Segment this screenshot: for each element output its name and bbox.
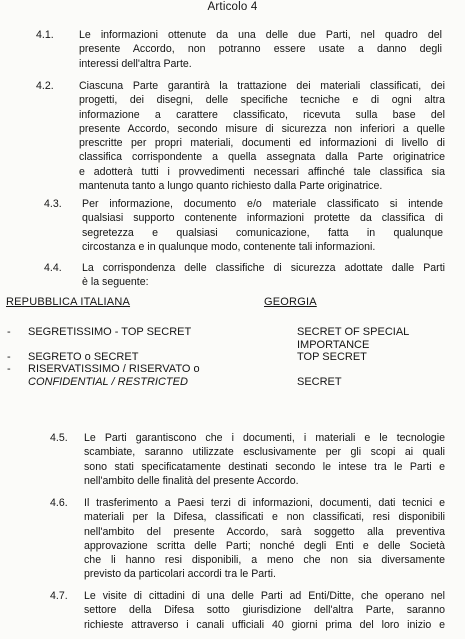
- italy-level: SEGRETO o SECRET: [28, 351, 139, 363]
- paragraph-number: 4.1.: [36, 29, 54, 41]
- text-line: Il trasferimento a Paesi terzi di informazioni, documenti, dati tecnici e: [84, 497, 445, 509]
- text-line: Le visite di cittadini di una delle Parti ad Enti/Ditte, che operano nel: [84, 590, 445, 602]
- paragraph-text: [79, 79, 445, 193]
- text-line: sono stati specificatamente destinati secondo le intese tra le Parti e: [84, 460, 445, 473]
- paragraph-number: 4.3.: [44, 198, 62, 210]
- georgia-level: SECRET: [297, 376, 342, 388]
- paragraph-number: 4.2.: [36, 80, 54, 92]
- text-line: che li hanno resi disponibili, a meno che non sia diversamente: [84, 554, 445, 567]
- row-dash: -: [7, 351, 11, 363]
- text-line: settore della Difesa sotto giurisdizione dell'altra Parte, saranno: [84, 604, 445, 617]
- paragraph-text: [79, 28, 442, 71]
- text-line: segretezza e qualsiasi comunicazione, fatta in qualunque: [82, 226, 443, 239]
- text-line: classifica corrispondente a quella assegnata dalla Parte originatrice: [79, 151, 445, 164]
- text-line: scambiate, saranno utilizzate esclusivamente per gli scopi ai quali: [84, 446, 445, 459]
- paragraph-text: [84, 589, 445, 632]
- italy-level: RISERVATISSIMO / RISERVATO o: [28, 363, 200, 375]
- text-line: Le Parti garantiscono che i documenti, i materiali e le tecnologie: [84, 432, 445, 444]
- paragraph-number: 4.7.: [50, 590, 68, 602]
- column-header-italy: REPUBBLICA ITALIANA: [6, 296, 131, 308]
- article-title: Articolo 4: [207, 1, 258, 13]
- text-line: Ciascuna Parte garantirà la trattazione dei materiali classificati, dei: [79, 80, 445, 92]
- georgia-level: TOP SECRET: [297, 351, 367, 363]
- italy-level: SEGRETISSIMO - TOP SECRET: [28, 326, 192, 338]
- text-line: e adotterà tutti i provvedimenti necessari affinché tale classifica sia: [79, 165, 445, 178]
- text-line: informazione a carattere classificato, ricevuta sulla base del: [79, 108, 445, 121]
- paragraph-text: [84, 431, 445, 488]
- paragraph-text: [82, 197, 443, 254]
- text-line: qualsiasi supporto contenente informazioni protette da classifica di: [82, 212, 443, 225]
- text-line: progetti, dei disegni, delle specifiche tecniche e di ogni altra: [79, 94, 445, 107]
- georgia-level: SECRET OF SPECIAL: [297, 326, 410, 338]
- text-line: circostanza e in qualunque modo, contenente tali informazioni.: [82, 240, 376, 253]
- row-dash: -: [7, 326, 11, 338]
- text-line: mantenuta tanto a lungo quanto richiesto dalla Parte originatrice.: [79, 180, 383, 193]
- text-line: presente Accordo, non potranno essere usate a danno degli: [79, 43, 442, 56]
- text-line: prescritte per propri materiali, documenti ed informazioni di livello di: [79, 137, 445, 150]
- column-header-georgia: GEORGIA: [264, 296, 317, 308]
- text-line: materiali per la Difesa, classificati e non classificati, resi disponibili: [84, 511, 445, 524]
- text-line: Per informazione, documento e/o materiale classificato si intende: [82, 198, 443, 210]
- text-line: nell'ambito delle finalità del presente Accordo.: [84, 474, 299, 487]
- text-line: presente Accordo, secondo misure di sicurezza non inferiori a quelle: [79, 122, 445, 135]
- text-line: Le informazioni ottenute da una delle due Parti, nel quadro del: [79, 29, 442, 41]
- text-line: richieste attraverso i canali ufficiali 40 giorni prima del loro inizio e: [84, 618, 445, 631]
- paragraph-number: 4.4.: [44, 262, 62, 274]
- paragraph-text: [82, 261, 445, 290]
- text-line: previsto da particolari accordi tra le Parti.: [84, 568, 276, 581]
- text-line: è la seguente:: [82, 276, 149, 289]
- georgia-level: IMPORTANCE: [297, 339, 370, 351]
- text-line: La corrispondenza delle classifiche di sicurezza adottate dalle Parti: [82, 262, 445, 274]
- text-line: approvazione scritta delle Parti; nonché degli Enti e delle Società: [84, 539, 445, 552]
- text-line: nell'ambito del presente Accordo, sarà soggetto alla preventiva: [84, 525, 445, 538]
- italy-level: CONFIDENTIAL / RESTRICTED: [28, 376, 188, 388]
- row-dash: -: [7, 363, 11, 375]
- text-line: interessi dell'altra Parte.: [79, 57, 192, 70]
- paragraph-text: [84, 496, 445, 582]
- paragraph-number: 4.5.: [50, 432, 68, 444]
- paragraph-number: 4.6.: [50, 497, 68, 509]
